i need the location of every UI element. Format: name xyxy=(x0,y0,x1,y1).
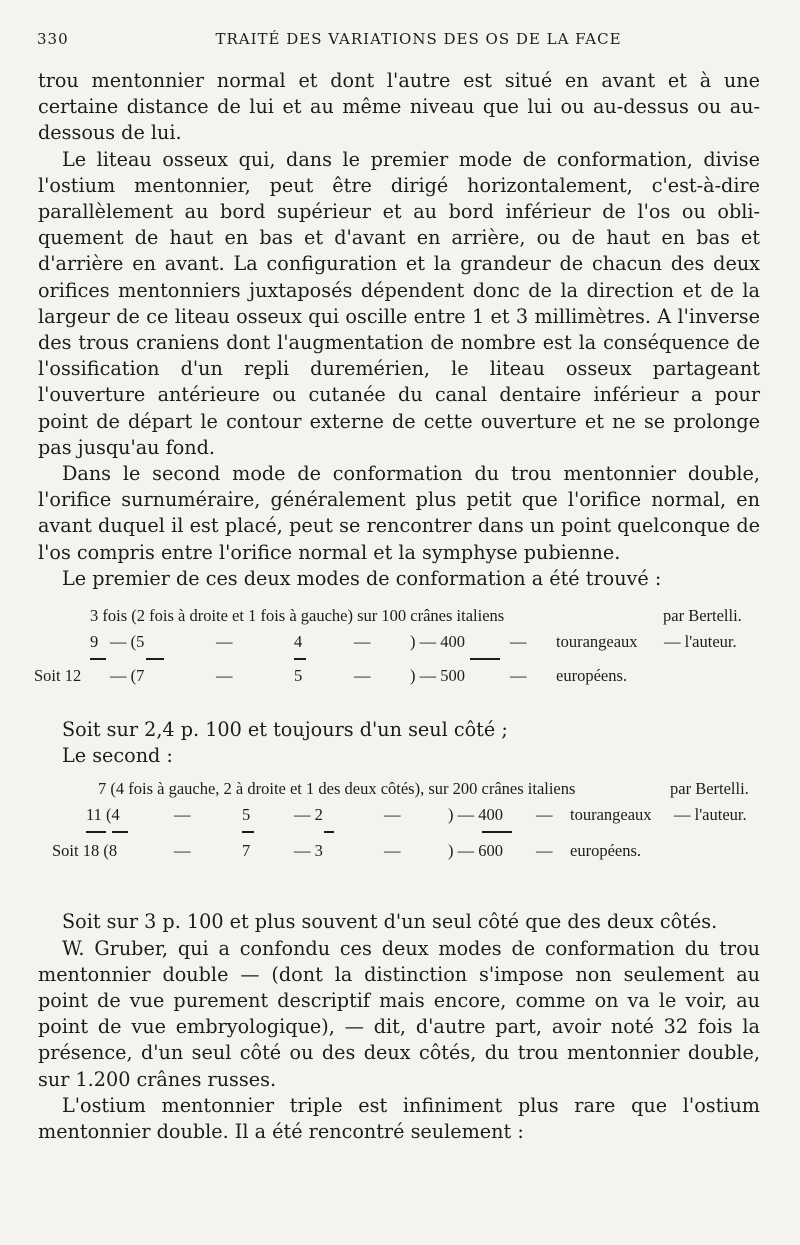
table2-row2-source: — l'auteur. xyxy=(674,805,747,825)
table1-row3-left: 5 xyxy=(294,666,303,686)
table2-row2-dash2: — xyxy=(384,805,401,825)
page-number: 330 xyxy=(37,30,69,48)
table1-row3-dash1: — xyxy=(216,666,233,686)
table2-row2-both: — 2 xyxy=(294,805,323,825)
table1-row2-count: 9 xyxy=(90,632,99,652)
table1-row2-dash3: — xyxy=(510,632,527,652)
table2-row3-dash1: — xyxy=(174,841,191,861)
sum-rule xyxy=(294,658,306,660)
table1-row2-dash1: — xyxy=(216,632,233,652)
table1-row2-dash2: — xyxy=(354,632,371,652)
statistics-table-2 xyxy=(38,779,760,909)
table1-row2-source: — l'auteur. xyxy=(664,632,737,652)
table1-row1-source: par Bertelli. xyxy=(663,606,742,626)
table2-row3-count: Soit 18 (8 xyxy=(52,841,118,861)
table2-row3-total: ) — 600 xyxy=(448,841,503,861)
table1-row3-count: Soit 12 xyxy=(34,666,82,686)
paragraph-3: Dans le second mode de conformation du trou mentonnier double, l'orifice surnuméraire, généralement plus petit que l'orifice normal, en avant duquel il est placé, peut se rencontrer dans un point quelconque de l'os compris entre l'orifice normal et la symphyse pubienne. xyxy=(38,462,760,564)
table1-row2-left: 4 xyxy=(294,632,303,652)
table1-row2-total: ) — 400 xyxy=(410,632,465,652)
sum-rule xyxy=(242,831,254,833)
table2-row3-dash2: — xyxy=(384,841,401,861)
paragraph-9: L'ostium mentonnier triple est infiniment plus rare que l'ostium mentonnier double. Il a été rencontré seulement : xyxy=(38,1093,760,1144)
sum-rule xyxy=(470,658,500,660)
paragraph-5: Soit sur 2,4 p. 100 et toujours d'un seul côté ; xyxy=(62,718,508,742)
table1-row2-group: tourangeaux xyxy=(556,632,638,652)
paragraph-2: Le liteau osseux qui, dans le premier mode de conformation, divise l'ostium mentonnier, peut être dirigé horizontalement, c'est-à-dire parallèlement au bord supérieur et au bord inférieur de l'os ou obliquement de haut en bas et d'avant en arrière, ou de haut en bas et d'arrière en avant. La configuration et la grandeur de chacun des deux orifices mentonniers juxtaposés dépendent donc de la direction et de la largeur de ce liteau osseux qui oscille entre 1 et 3 millimètres. A l'inverse des trous craniens dont l'augmentation de nombre est la conséquence de l'ossification d'un repli duremérien, le liteau osseux partageant l'ouverture antérieure ou cutanée du canal dentaire inférieur a pour point de départ le contour externe de cette ouverture et ne se prolonge pas jusqu'au fond. xyxy=(38,147,760,459)
table2-row2-dash1: — xyxy=(174,805,191,825)
table2-row1-source: par Bertelli. xyxy=(670,779,749,799)
paragraph-6: Le second : xyxy=(62,744,173,768)
table2-row3-both: — 3 xyxy=(294,841,323,861)
sum-rule xyxy=(324,831,334,833)
sum-rule xyxy=(90,658,106,660)
statistics-table-1 xyxy=(34,606,760,717)
table2-row2-count: 11 (4 xyxy=(86,805,120,825)
table2-row2-left: 5 xyxy=(242,805,251,825)
sum-rule xyxy=(86,831,106,833)
table1-row3-right: — (7 xyxy=(110,666,145,686)
sum-rule xyxy=(482,831,512,833)
running-title: TRAITÉ DES VARIATIONS DES OS DE LA FACE xyxy=(215,30,622,48)
sum-rule xyxy=(112,831,128,833)
table2-row3-group: européens. xyxy=(570,841,642,861)
page-body xyxy=(34,68,760,1145)
table1-row2-right: — (5 xyxy=(110,632,145,652)
table2-row2-dash3: — xyxy=(536,805,553,825)
paragraph-7: Soit sur 3 p. 100 et plus souvent d'un seul côté que des deux côtés. xyxy=(62,910,718,934)
table1-row1-text: 3 fois (2 fois à droite et 1 fois à gauche) sur 100 crânes italiens xyxy=(90,606,505,626)
table2-row1-text: 7 (4 fois à gauche, 2 à droite et 1 des deux côtés), sur 200 crânes italiens xyxy=(98,779,576,799)
sum-rule xyxy=(146,658,164,660)
paragraph-8: W. Gruber, qui a confondu ces deux modes de conformation du trou mentonnier double — (dont la distinction s'impose non seulement au point de vue purement descriptif mais encore, comme on va le voir, au point de vue embryologique), — dit, d'autre part, avoir noté 32 fois la présence, d'un seul côté ou des deux côtés, du trou mentonnier double, sur 1.200 crânes russes. xyxy=(38,936,760,1091)
paragraph-1: trou mentonnier normal et dont l'autre est situé en avant et à une certaine distance de lui et au même niveau que lui ou au-dessus ou au-dessous de lui. xyxy=(38,69,760,145)
table1-row3-total: ) — 500 xyxy=(410,666,465,686)
table2-row3-left: 7 xyxy=(242,841,251,861)
table2-row2-total: ) — 400 xyxy=(448,805,503,825)
table1-row3-dash3: — xyxy=(510,666,527,686)
table2-row2-group: tourangeaux xyxy=(570,805,652,825)
running-header xyxy=(37,30,760,54)
paragraph-4: Le premier de ces deux modes de conformation a été trouvé : xyxy=(62,566,662,590)
table2-row3-dash3: — xyxy=(536,841,553,861)
table1-row3-dash2: — xyxy=(354,666,371,686)
table1-row3-group: européens. xyxy=(556,666,628,686)
